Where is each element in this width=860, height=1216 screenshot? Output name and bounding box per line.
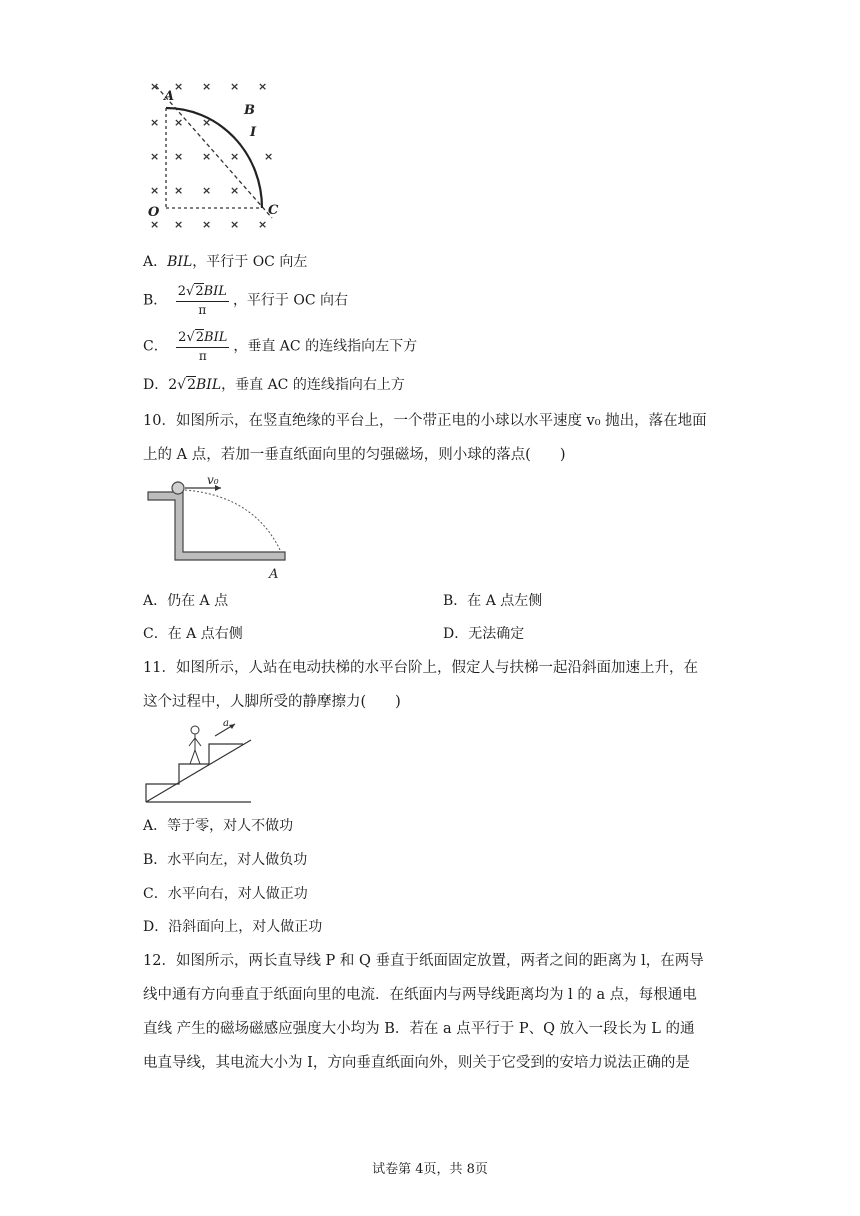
q9-option-c: C． $\frac{\text{2√2BIL}}{\pi}$ ，垂直 AC 的连线指向左下方: [143, 330, 418, 363]
svg-text:×: ×: [258, 80, 268, 93]
svg-text:×: ×: [174, 184, 184, 197]
q11-option-b: B．水平向左，对人做负功: [143, 852, 308, 868]
q12-line-2: 线中通有方向垂直于纸面向里的电流．在纸面内与两导线距离均为 l 的 a 点，每根通电: [143, 987, 697, 1003]
q9-option-a: A．BIL，平行于 OC 向左: [143, 254, 308, 270]
q10-option-a: A．仍在 A 点: [143, 593, 229, 609]
label-a: a: [223, 718, 229, 729]
q10-figure: [145, 474, 290, 584]
fraction: $\frac{\text{2√2BIL}}{\pi}$: [178, 330, 228, 363]
q10-option-d: D．无法确定: [443, 626, 525, 642]
label-C: C: [268, 203, 279, 218]
svg-text:×: ×: [264, 150, 274, 163]
label-O: O: [148, 205, 160, 220]
q9-option-b: B． $\frac{\text{2√2BIL}}{\pi}$ ，平行于 OC 向右: [143, 284, 349, 317]
svg-text:×: ×: [202, 184, 212, 197]
svg-text:×: ×: [258, 218, 268, 231]
svg-text:×: ×: [174, 80, 184, 93]
q12-line-4: 电直导线，其电流大小为 I，方向垂直纸面向外，则关于它受到的安培力说法正确的是: [143, 1055, 690, 1071]
svg-text:×: ×: [230, 218, 240, 231]
svg-text:×: ×: [150, 116, 160, 129]
svg-text:×: ×: [202, 80, 212, 93]
svg-text:×: ×: [202, 150, 212, 163]
label-B: B: [244, 103, 255, 118]
q10-line-2: 上的 A 点，若加一垂直纸面向里的匀强磁场，则小球的落点( ): [143, 447, 566, 463]
q9-figure: [140, 78, 300, 238]
q11-option-c: C．水平向右，对人做正功: [143, 886, 308, 902]
svg-text:×: ×: [150, 184, 160, 197]
q11-option-a: A．等于零，对人不做功: [143, 818, 294, 834]
q10-option-c: C．在 A 点右侧: [143, 626, 243, 642]
q11-line-2: 这个过程中，人脚所受的静摩擦力( ): [143, 694, 401, 710]
ball: [172, 482, 184, 494]
label-A: A: [269, 567, 279, 582]
svg-text:×: ×: [202, 116, 212, 129]
svg-text:×: ×: [150, 150, 160, 163]
svg-text:×: ×: [150, 80, 160, 93]
svg-text:×: ×: [202, 218, 212, 231]
fraction: $\frac{\text{2√2BIL}}{\pi}$: [177, 284, 227, 317]
q12-line-1: 12．如图所示，两长直导线 P 和 Q 垂直于纸面固定放置，两者之间的距离为 l，在两导: [143, 953, 704, 969]
svg-text:×: ×: [150, 218, 160, 231]
svg-text:×: ×: [174, 116, 184, 129]
q12-line-3: 直线 产生的磁场磁感应强度大小均为 B．若在 a 点平行于 P、Q 放入一段长为 L 的通: [143, 1021, 695, 1037]
q10-option-b: B．在 A 点左侧: [443, 593, 543, 609]
svg-text:×: ×: [230, 80, 240, 93]
q11-figure: [143, 718, 258, 806]
label-v0: v₀: [207, 474, 219, 487]
label-I: I: [250, 125, 257, 140]
svg-text:×: ×: [174, 150, 184, 163]
svg-text:×: ×: [174, 218, 184, 231]
label-A: A: [164, 89, 175, 104]
svg-text:×: ×: [230, 150, 240, 163]
page-footer: 试卷第 4页，共 8页: [372, 1162, 488, 1177]
svg-text:×: ×: [230, 184, 240, 197]
q11-line-1: 11．如图所示，人站在电动扶梯的水平台阶上，假定人与扶梯一起沿斜面加速上升，在: [143, 660, 698, 676]
q9-option-d: D．2√2BIL，垂直 AC 的连线指向右上方: [143, 377, 405, 393]
q10-line-1: 10．如图所示，在竖直绝缘的平台上，一个带正电的小球以水平速度 v₀ 抛出，落在地面: [143, 413, 707, 429]
q11-option-d: D．沿斜面向上，对人做正功: [143, 919, 323, 935]
